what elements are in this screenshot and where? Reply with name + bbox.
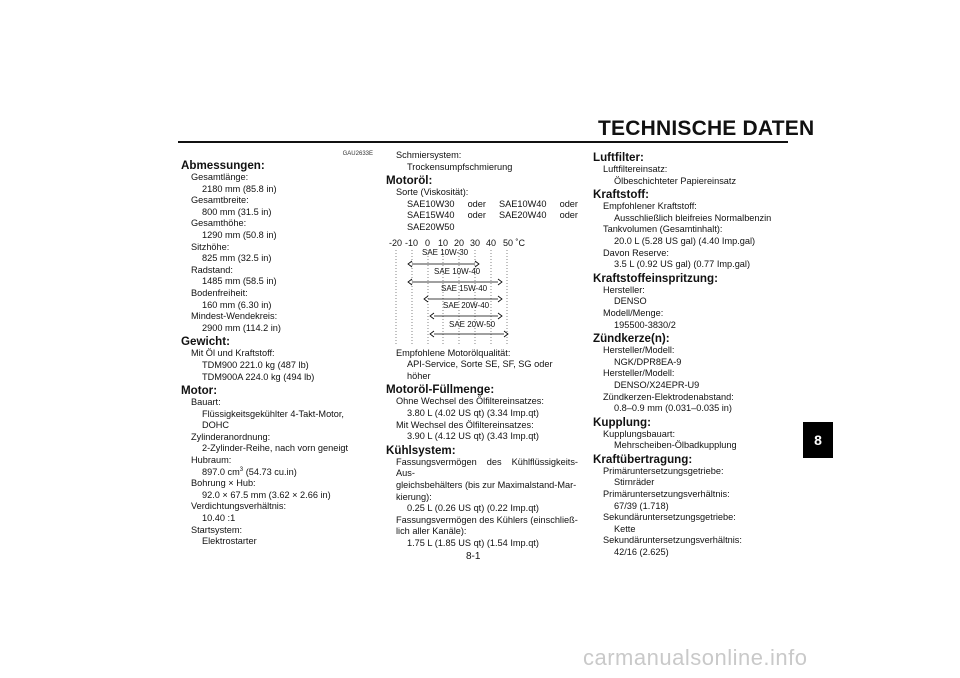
band-label: SAE 10W-40 bbox=[434, 266, 481, 276]
text-line: Fassungsvermögen des Kühlflüssigkeits-Aus- bbox=[396, 456, 578, 479]
label: Davon Reserve: bbox=[603, 247, 669, 258]
chapter-tab[interactable]: 8 bbox=[803, 422, 833, 458]
band-arrow-left bbox=[430, 313, 434, 319]
value: DENSO/X24EPR-U9 bbox=[614, 379, 700, 390]
temp-tick: 30 bbox=[470, 237, 481, 248]
temp-tick: 20 bbox=[454, 237, 465, 248]
label: Gesamtbreite: bbox=[191, 195, 249, 206]
column-2 bbox=[386, 150, 578, 549]
heading-motor: Motor: bbox=[181, 384, 218, 398]
label: Empfohlener Kraftstoff: bbox=[603, 201, 697, 212]
heading-abmessungen: Abmessungen: bbox=[181, 159, 265, 172]
label: Empfohlene Motorölqualität: bbox=[396, 347, 511, 358]
heading-kupplung: Kupplung: bbox=[593, 415, 651, 429]
label: Mit Wechsel des Ölfiltereinsatzes: bbox=[396, 419, 534, 430]
value: NGK/DPR8EA-9 bbox=[614, 356, 682, 367]
value-part: (54.73 cu.in) bbox=[243, 466, 297, 477]
label: Ohne Wechsel des Ölfiltereinsatzes: bbox=[396, 396, 544, 407]
band-arrow-left bbox=[424, 296, 428, 302]
oil-row bbox=[386, 199, 578, 211]
value: 3.90 L (4.12 US qt) (3.43 Imp.qt) bbox=[407, 431, 539, 442]
label: Schmiersystem: bbox=[396, 150, 462, 160]
label: Hersteller: bbox=[603, 284, 645, 295]
value: 3.80 L (4.02 US qt) (3.34 Imp.qt) bbox=[407, 407, 539, 418]
value bbox=[181, 467, 373, 479]
band-label: SAE 10W-30 bbox=[422, 247, 469, 257]
value: 825 mm (32.5 in) bbox=[202, 253, 272, 264]
oil-grade: SAE20W50 bbox=[407, 221, 455, 232]
label: Hersteller/Modell: bbox=[603, 345, 675, 356]
superscript: 3 bbox=[239, 466, 244, 473]
label: Mit Öl und Kraftstoff: bbox=[191, 348, 275, 359]
value: API-Service, Sorte SE, SF, SG oder höher bbox=[407, 359, 553, 381]
label: Zylinderanordnung: bbox=[191, 431, 271, 442]
band-label: SAE 20W-50 bbox=[449, 319, 496, 329]
value: 10.40 :1 bbox=[202, 513, 236, 524]
label: Bauart: bbox=[191, 397, 221, 408]
value: Flüssigkeitsgekühlter 4-Takt-Motor, DOHC bbox=[202, 408, 344, 431]
value: 2900 mm (114.2 in) bbox=[202, 322, 281, 333]
label: Sekundäruntersetzungsgetriebe: bbox=[603, 512, 736, 523]
oil-grade: SAE10W30 bbox=[407, 198, 455, 209]
temp-tick: -20 bbox=[389, 237, 403, 248]
label: Luftfiltereinsatz: bbox=[603, 164, 668, 174]
label: Sitzhöhe: bbox=[191, 241, 230, 252]
label: Hersteller/Modell: bbox=[603, 368, 675, 379]
band-label: SAE 20W-40 bbox=[443, 300, 490, 310]
band-arrow-right bbox=[504, 331, 508, 337]
oil-row bbox=[386, 210, 578, 222]
oil-grade: SAE20W40 bbox=[499, 210, 547, 221]
band-arrow-left bbox=[430, 331, 434, 337]
oil-grade: SAE15W40 bbox=[407, 210, 455, 221]
value: Mehrscheiben-Ölbadkupplung bbox=[614, 440, 737, 451]
header-rule bbox=[178, 141, 788, 143]
value-part: 897.0 cm bbox=[202, 466, 240, 477]
value: 1485 mm (58.5 in) bbox=[202, 276, 277, 287]
value: 92.0 × 67.5 mm (3.62 × 2.66 in) bbox=[202, 489, 331, 500]
heading-kraftstoff: Kraftstoff: bbox=[593, 188, 650, 202]
heading-kraftstoffeinspritzung: Kraftstoffeinspritzung: bbox=[593, 271, 718, 285]
page-number: 8-1 bbox=[466, 551, 481, 562]
value: 195500-3830/2 bbox=[614, 319, 676, 330]
label: Startsystem: bbox=[191, 524, 243, 535]
band-arrow-right bbox=[498, 279, 502, 285]
label: Mindest-Wendekreis: bbox=[191, 311, 278, 322]
page-title: TECHNISCHE DATEN bbox=[598, 117, 815, 140]
label: Hubraum: bbox=[191, 455, 232, 466]
temp-tick: 50 ˚C bbox=[503, 237, 526, 248]
value: 0.8–0.9 mm (0.031–0.035 in) bbox=[614, 403, 732, 414]
value: Ölbeschichteter Papiereinsatz bbox=[614, 175, 737, 186]
band-label: SAE 15W-40 bbox=[441, 283, 488, 293]
value: 800 mm (31.5 in) bbox=[202, 206, 272, 217]
label: Gesamthöhe: bbox=[191, 218, 247, 229]
label: Primäruntersetzungsverhältnis: bbox=[603, 489, 730, 500]
value: 42/16 (2.625) bbox=[614, 547, 669, 558]
label: Kupplungsbauart: bbox=[603, 428, 676, 439]
text-line: kierung): bbox=[396, 491, 432, 502]
label: Zündkerzen-Elektrodenabstand: bbox=[603, 391, 734, 402]
value: 2-Zylinder-Reihe, nach vorn geneigt bbox=[202, 443, 349, 454]
label: Bohrung × Hub: bbox=[191, 478, 256, 489]
watermark-text: carmanualsonline.info bbox=[583, 645, 808, 670]
oil-grade: SAE10W40 bbox=[499, 198, 547, 209]
band-arrow-left bbox=[408, 261, 412, 267]
text-line: Fassungsvermögen des Kühlers (einschließ- bbox=[396, 514, 578, 525]
heading-kuehlsystem: Kühlsystem: bbox=[386, 443, 456, 457]
heading-motoroel-fuellmenge: Motoröl-Füllmenge: bbox=[386, 383, 495, 397]
value: DENSO bbox=[614, 296, 647, 307]
label: Primäruntersetzungsgetriebe: bbox=[603, 465, 724, 476]
label: Modell/Menge: bbox=[603, 307, 664, 318]
viscosity-temperature-chart bbox=[386, 238, 578, 344]
value: 3.5 L (0.92 US gal) (0.77 Imp.gal) bbox=[614, 259, 751, 270]
value: 2180 mm (85.8 in) bbox=[202, 183, 277, 194]
temp-tick: 10 bbox=[438, 237, 449, 248]
heading-motoroel: Motoröl: bbox=[386, 174, 433, 188]
label: Tankvolumen (Gesamtinhalt): bbox=[603, 224, 723, 235]
value: Trockensumpfschmierung bbox=[407, 161, 513, 172]
value: Ausschließlich bleifreies Normalbenzin bbox=[614, 212, 772, 223]
heading-luftfilter: Luftfilter: bbox=[593, 151, 644, 164]
column-3 bbox=[593, 150, 785, 559]
temp-tick: 40 bbox=[486, 237, 497, 248]
label: Bodenfreiheit: bbox=[191, 287, 248, 298]
column-1 bbox=[181, 150, 373, 548]
label: Verdichtungsverhältnis: bbox=[191, 501, 286, 512]
temp-tick: 0 bbox=[425, 237, 431, 248]
value: Elektrostarter bbox=[202, 536, 257, 547]
heading-kraftuebertragung: Kraftübertragung: bbox=[593, 452, 693, 466]
label: Gesamtlänge: bbox=[191, 172, 249, 182]
heading-gewicht: Gewicht: bbox=[181, 335, 230, 349]
reference-code: GAU2633E bbox=[342, 151, 373, 157]
oil-or: oder bbox=[559, 210, 578, 221]
band-arrow-right bbox=[498, 296, 502, 302]
text-line: gleichsbehälters (bis zur Maximalstand-Mar- bbox=[396, 479, 577, 490]
value: Stirnräder bbox=[614, 477, 655, 488]
label: Sekundäruntersetzungsverhältnis: bbox=[603, 535, 742, 546]
oil-or: oder bbox=[467, 210, 486, 221]
value: TDM900A 224.0 kg (494 lb) bbox=[202, 371, 315, 382]
band-arrow-right bbox=[498, 313, 502, 319]
heading-zuendkerzen: Zündkerze(n): bbox=[593, 332, 670, 346]
oil-or: oder bbox=[467, 198, 486, 209]
value: 160 mm (6.30 in) bbox=[202, 299, 272, 310]
value: 0.25 L (0.26 US qt) (0.22 Imp.qt) bbox=[407, 503, 539, 514]
label: Radstand: bbox=[191, 264, 233, 275]
temp-tick: -10 bbox=[405, 237, 419, 248]
label: Sorte (Viskosität): bbox=[396, 187, 469, 198]
oil-or: oder bbox=[559, 198, 578, 209]
value: 1290 mm (50.8 in) bbox=[202, 229, 277, 240]
value: Kette bbox=[614, 523, 636, 534]
value: 20.0 L (5.28 US gal) (4.40 Imp.gal) bbox=[614, 235, 756, 246]
value: 1.75 L (1.85 US qt) (1.54 Imp.qt) bbox=[407, 537, 539, 548]
text-line: lich aller Kanäle): bbox=[396, 526, 467, 537]
value: 67/39 (1.718) bbox=[614, 500, 669, 511]
value: TDM900 221.0 kg (487 lb) bbox=[202, 359, 309, 370]
band-arrow-left bbox=[408, 279, 412, 285]
